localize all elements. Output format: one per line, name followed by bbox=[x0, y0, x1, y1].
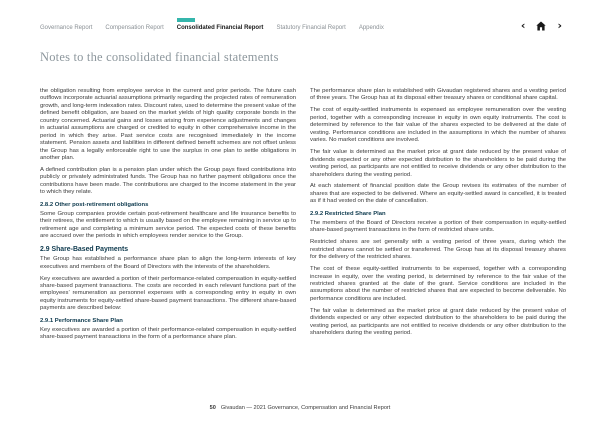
tab-consolidated-financial-report[interactable] bbox=[177, 24, 264, 32]
report-tabs bbox=[40, 24, 384, 32]
paragraph: Restricted shares are set generally with a vesting period of three years, during which the restricted shares cannot be settled or transferred. The Group has at its disposal treasury shares for the delivery of the restricted shares. bbox=[310, 239, 566, 261]
active-tab-indicator bbox=[177, 18, 195, 22]
chevron-right-icon[interactable]: › bbox=[557, 19, 562, 32]
tab-governance-report[interactable]: Governance Report bbox=[40, 25, 93, 31]
chevron-left-icon[interactable]: ‹ bbox=[520, 19, 526, 32]
page-footer bbox=[0, 405, 600, 411]
document-body bbox=[40, 88, 566, 346]
tab-appendix[interactable]: Appendix bbox=[358, 25, 384, 31]
paragraph: The performance share plan is established with Givaudan registered shares and a vesting period of three years. The Group has at its disposal either treasury shares or conditional share capital. bbox=[310, 88, 566, 102]
paragraph: the obligation resulting from employee service in the current and prior periods. The future cash outflows incorporate actuarial assumptions primarily regarding the projected rates of remuneration growth, and long-term indexation rates. Discount rates, used to determine the present value of the defined benefit obligation, are based on the market yields of high quality corporate bonds in the country concerned. Actuarial gains and losses arising from experience adjustments and changes in actuarial assumptions are charged or credited to equity in other comprehensive income in the period in which they arise. Past service costs are recognised immediately in the income statement. Pension assets and liabilities in different defined benefit schemes are not offset unless the Group has a legally enforceable right to use the surplus in one plan to settle obligations in another plan. bbox=[40, 88, 296, 162]
right-column bbox=[310, 88, 566, 346]
left-column bbox=[40, 88, 296, 346]
paragraph: The Group has established a performance share plan to align the long-term interests of key executives and members of the Board of Directors with the interests of the shareholders. bbox=[40, 256, 296, 270]
section-heading-2-9: 2.9 Share-Based Payments bbox=[40, 245, 129, 253]
section-heading-2-9-1: 2.9.1 Performance Share Plan bbox=[40, 317, 123, 324]
paragraph: The cost of these equity-settled instruments to be expensed, together with a corresponding increase in equity, over the vesting period, is determined by reference to the fair value of the restricted shares granted at the date of the grant. Service conditions are included in the assumptions about the number of restricted shares that are expected to become deliverable. No performance conditions are included. bbox=[310, 266, 566, 302]
tab-label: Consolidated Financial Report bbox=[176, 25, 264, 31]
paragraph: Key executives are awarded a portion of their performance-related compensation in equity-settled share-based payment transactions in the form of a performance share plan. bbox=[40, 326, 296, 341]
paragraph: The members of the Board of Directors receive a portion of their compensation in equity-settled share-based payment transactions in the form of restricted share units. bbox=[310, 219, 566, 234]
paragraph: The fair value is determined as the market price at grant date reduced by the present value of dividends expected or any other expected distribution to the shareholders to be paid during the vesting period, as participants are not entitled to receive dividends or any other distribution to the shareholders during the vesting period. bbox=[310, 307, 566, 337]
page-nav-icons bbox=[521, 20, 562, 31]
top-navigation bbox=[0, 0, 600, 40]
paragraph: A defined contribution plan is a pension plan under which the Group pays fixed contributions into publicly or privately administrated funds. The Group has no further payment obligations once the contributions have been made. The contributions are charged to the income statement in the year to which they relate. bbox=[40, 167, 296, 196]
tab-statutory-financial-report[interactable]: Statutory Financial Report bbox=[276, 25, 346, 31]
home-icon[interactable] bbox=[536, 21, 546, 31]
page-number: 50 bbox=[209, 405, 216, 411]
page-title: Notes to the consolidated financial statements bbox=[40, 50, 279, 64]
section-heading-2-9-2: 2.9.2 Restricted Share Plan bbox=[310, 210, 386, 217]
tab-compensation-report[interactable]: Compensation Report bbox=[105, 25, 164, 31]
paragraph: The cost of equity-settled instruments is expensed as employee remuneration over the vesting period, together with a corresponding increase in equity in own equity instruments. The cost is determined by reference to the fair value of the shares expected to be delivered at the date of vesting. Performance conditions are included in the assumptions in which the number of shares varies. No market conditions are involved. bbox=[310, 107, 566, 144]
footer-text: Givaudan — 2021 Governance, Compensation and Financial Report bbox=[220, 405, 391, 411]
section-heading-2-8-2: 2.8.2 Other post-retirement obligations bbox=[40, 201, 149, 208]
paragraph: Key executives are awarded a portion of their performance-related compensation in equity-settled share-based payment transactions. The costs are recorded in each relevant functions part of the employees’ remuneration as personnel expenses with a corresponding entry in equity in own equity instruments for equity-settled share-based payment transactions. The different share-based payments are described below: bbox=[40, 275, 296, 312]
paragraph: Some Group companies provide certain post-retirement healthcare and life insurance benefits to their retirees, the entitlement to which is usually based on the employee remaining in service up to retirement age and completing a minimum service period. The expected costs of these benefits are accrued over the periods in which employees render service to the Group. bbox=[40, 210, 296, 240]
paragraph: The fair value is determined as the market price at grant date reduced by the present value of dividends expected or any other expected distribution to the shareholders to be paid during the vesting period, as participants are not entitled to receive dividends or any other distribution to the shareholders during the vesting period. bbox=[310, 149, 566, 178]
paragraph: At each statement of financial position date the Group revises its estimates of the number of shares that are expected to be delivered. Where an equity-settled award is cancelled, it is treated as if it had vested on the date of cancellation. bbox=[310, 183, 566, 205]
